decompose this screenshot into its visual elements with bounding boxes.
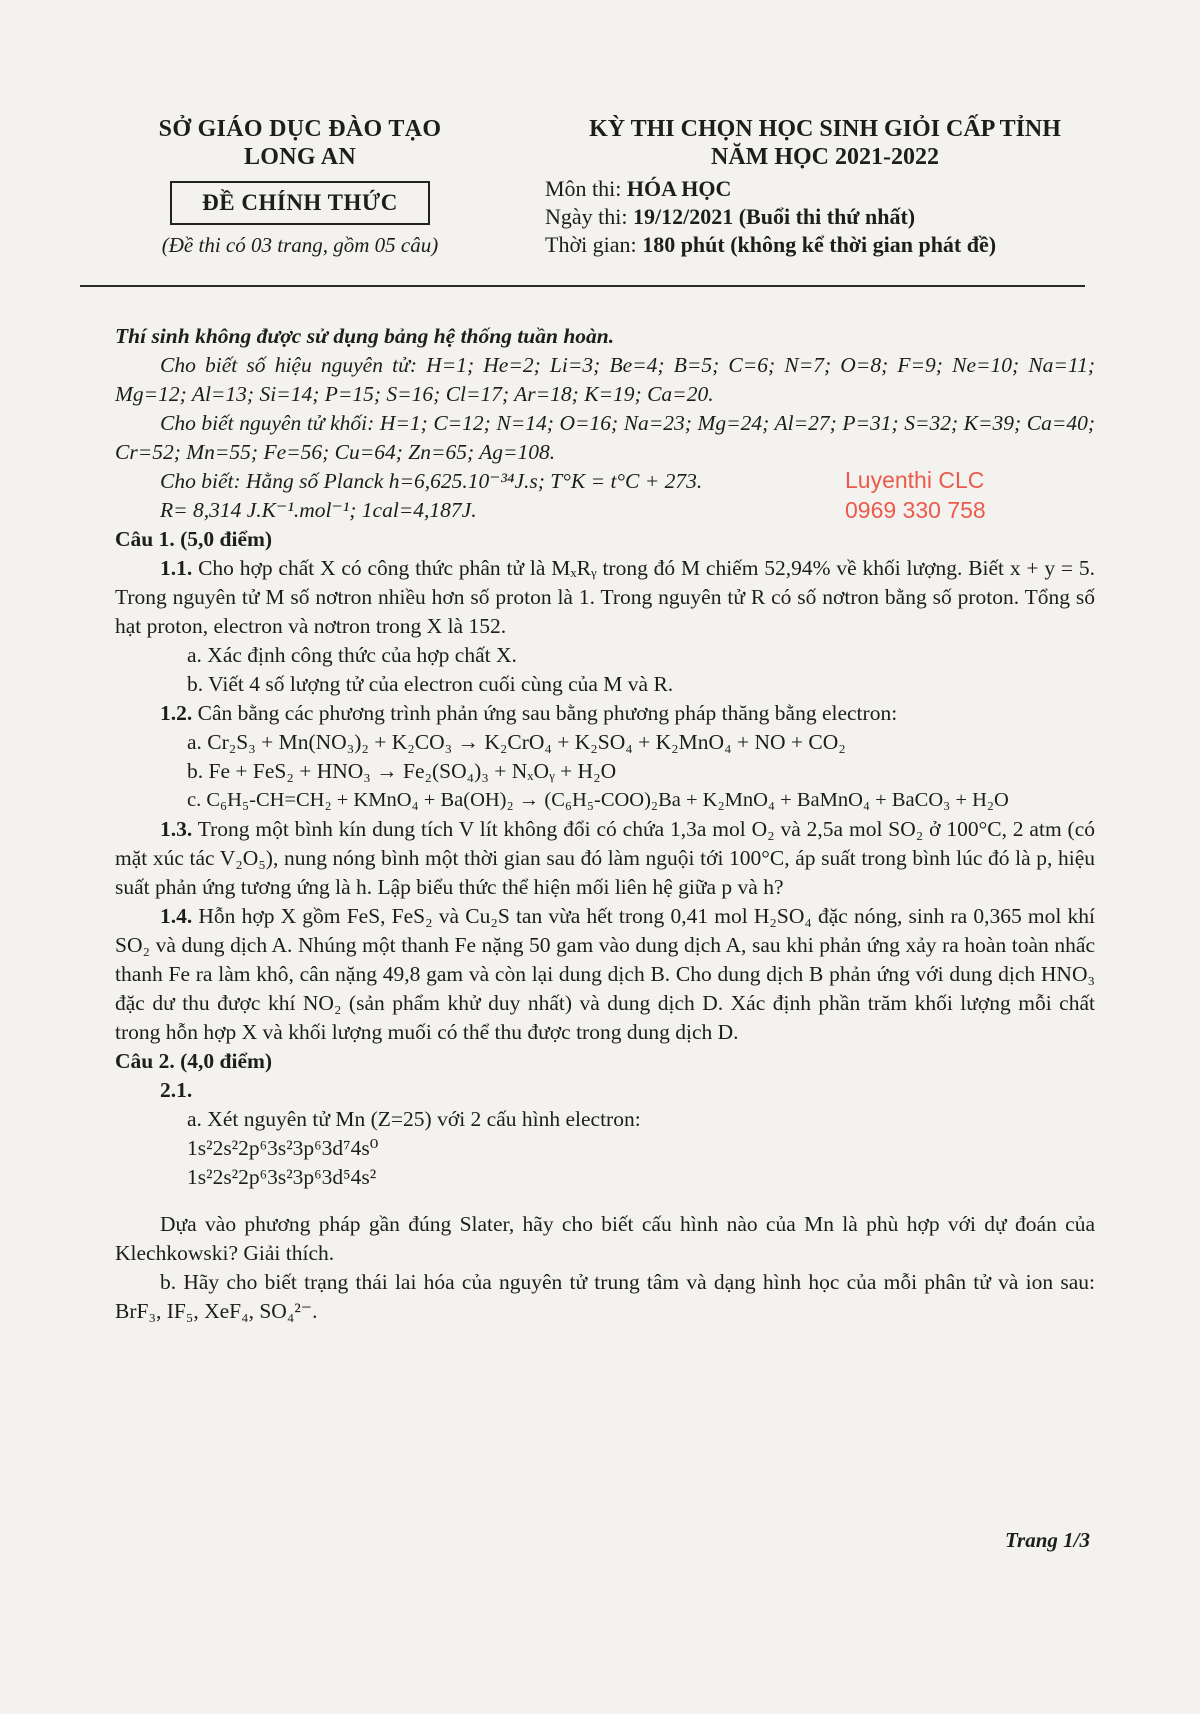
part-2-1-label: 2.1. [160,1078,193,1102]
part-1-3-text: Trong một bình kín dung tích V lít không đổi có chứa 1,3a mol O₂ và 2,5a mol SO₂ ở 100°C, 2 atm (có mặt xúc tác V₂O₅), nung nóng bình một thời gian sau đó làm nguội tới 100°C, áp suất trong bình lúc đó là p, hiệu suất phản ứng tương ứng là h. Lập biểu thức thể hiện mối liên hệ giữa p và h? [115,817,1095,899]
date-line [545,203,1105,231]
part-1-3 [115,815,1095,902]
page-number: Trang 1/3 [1005,1528,1090,1552]
no-periodic-table-note: Thí sinh không được sử dụng bảng hệ thống tuần hoàn. [115,324,615,348]
header-right [545,115,1105,259]
part-1-2 [115,699,1095,728]
school-year: NĂM HỌC 2021-2022 [711,144,939,170]
part-1-1-text: Cho hợp chất X có công thức phân tử là MₓRᵧ trong đó M chiếm 52,94% về khối lượng. Biết x + y = 5. Trong nguyên tử M số nơtron nhiều hơn số proton là 1. Trong nguyên tử R có số nơtron bằng số proton. Tổng số hạt proton, electron và nơtron trong X là 152. [115,556,1095,638]
question-1-title: Câu 1. (5,0 điểm) [115,527,273,551]
part-2-1-b: b. Hãy cho biết trạng thái lai hóa của nguyên tử trung tâm và dạng hình học của mỗi phân tử và ion sau: BrF₃, IF₅, XeF₄, SO₄²⁻. [115,1270,1095,1323]
time-label: Thời gian: [545,232,643,257]
watermark-name: Luyenthi CLC [845,467,985,493]
watermark-phone: 0969 330 758 [845,497,986,523]
subject-label: Môn thi: [545,176,627,201]
exam-header [80,105,1100,285]
exam-title: KỲ THI CHỌN HỌC SINH GIỎI CẤP TỈNH [589,116,1061,142]
planck-constant: Cho biết: Hằng số Planck h=6,625.10⁻³⁴J.s; T°K = t°C + 273. [160,469,703,493]
part-1-1 [115,554,1095,641]
header-left [110,115,490,258]
part-1-4-label: 1.4. [160,904,193,928]
electron-config-2: 1s²2s²2p⁶3s²3p⁶3d⁵4s² [187,1165,377,1189]
atomic-masses: Cho biết nguyên tử khối: H=1; C=12; N=14; O=16; Na=23; Mg=24; Al=27; P=31; S=32; K=39; Ca=40; Cr=52; Mn=55; Fe=56; Cu=64; Zn=65; Ag=108. [115,411,1095,464]
gas-constant: R= 8,314 J.K⁻¹.mol⁻¹; 1cal=4,187J. [160,498,477,522]
part-1-2-text: Cân bằng các phương trình phản ứng sau bằng phương pháp thăng bằng electron: [192,701,898,725]
electron-config-1: 1s²2s²2p⁶3s²3p⁶3d⁷4s⁰ [187,1136,379,1160]
equation-c: c. C₆H₅-CH=CH₂ + KMnO₄ + Ba(OH)₂ → (C₆H₅-COO)₂Ba + K₂MnO₄ + BaMnO₄ + BaCO₃ + H₂O [187,789,1009,811]
time-line [545,231,1105,259]
part-2-1-a-question: Dựa vào phương pháp gần đúng Slater, hãy cho biết cấu hình nào của Mn là phù hợp với dự đoán của Klechkowski? Giải thích. [115,1212,1095,1265]
official-stamp-box: ĐỀ CHÍNH THỨC [170,181,430,225]
question-2-title: Câu 2. (4,0 điểm) [115,1049,273,1073]
province-name: LONG AN [243,144,357,170]
exam-content [115,322,1095,1326]
part-1-1-b: b. Viết 4 số lượng tử của electron cuối cùng của M và R. [187,672,674,696]
equation-b: b. Fe + FeS₂ + HNO₃ → Fe₂(SO₄)₃ + NₓOᵧ + H₂O [187,759,617,783]
part-2-1-a: a. Xét nguyên tử Mn (Z=25) với 2 cấu hình electron: [187,1107,641,1131]
date-value: 19/12/2021 (Buổi thi thứ nhất) [633,204,916,229]
atomic-numbers: Cho biết số hiệu nguyên tử: H=1; He=2; Li=3; Be=4; B=5; C=6; N=7; O=8; F=9; Ne=10; Na=11; Mg=12; Al=13; Si=14; P=15; S=16; Cl=17; Ar=18; K=19; Ca=20. [115,353,1095,406]
subject-line [545,175,1105,203]
part-1-4 [115,902,1095,1047]
part-1-2-label: 1.2. [160,701,193,725]
date-label: Ngày thi: [545,204,633,229]
time-value: 180 phút (không kể thời gian phát đề) [642,232,997,257]
equation-a: a. Cr₂S₃ + Mn(NO₃)₂ + K₂CO₃ → K₂CrO₄ + K₂SO₄ + K₂MnO₄ + NO + CO₂ [187,730,846,754]
header-divider [80,285,1085,287]
part-1-4-text: Hỗn hợp X gồm FeS, FeS₂ và Cu₂S tan vừa hết trong 0,41 mol H₂SO₄ đặc nóng, sinh ra 0,365 mol khí SO₂ và dung dịch A. Nhúng một thanh Fe nặng 50 gam vào dung dịch A, sau khi phản ứng xảy ra hoàn toàn nhấc thanh Fe ra làm khô, cân nặng 49,8 gam và còn lại dung dịch B. Cho dung dịch B phản ứng với dung dịch HNO₃ đặc dư thu được khí NO₂ (sản phẩm khử duy nhất) và dung dịch D. Xác định phần trăm khối lượng mỗi chất trong hỗn hợp X và khối lượng muối có thể thu được trong dung dịch D. [115,904,1095,1044]
part-1-1-label: 1.1. [160,556,193,580]
part-1-1-a: a. Xác định công thức của hợp chất X. [187,643,517,667]
department-name: SỞ GIÁO DỤC ĐÀO TẠO [158,116,442,142]
part-1-3-label: 1.3. [160,817,193,841]
pages-note: (Đề thi có 03 trang, gồm 05 câu) [161,233,439,257]
subject-value: HÓA HỌC [626,176,732,201]
